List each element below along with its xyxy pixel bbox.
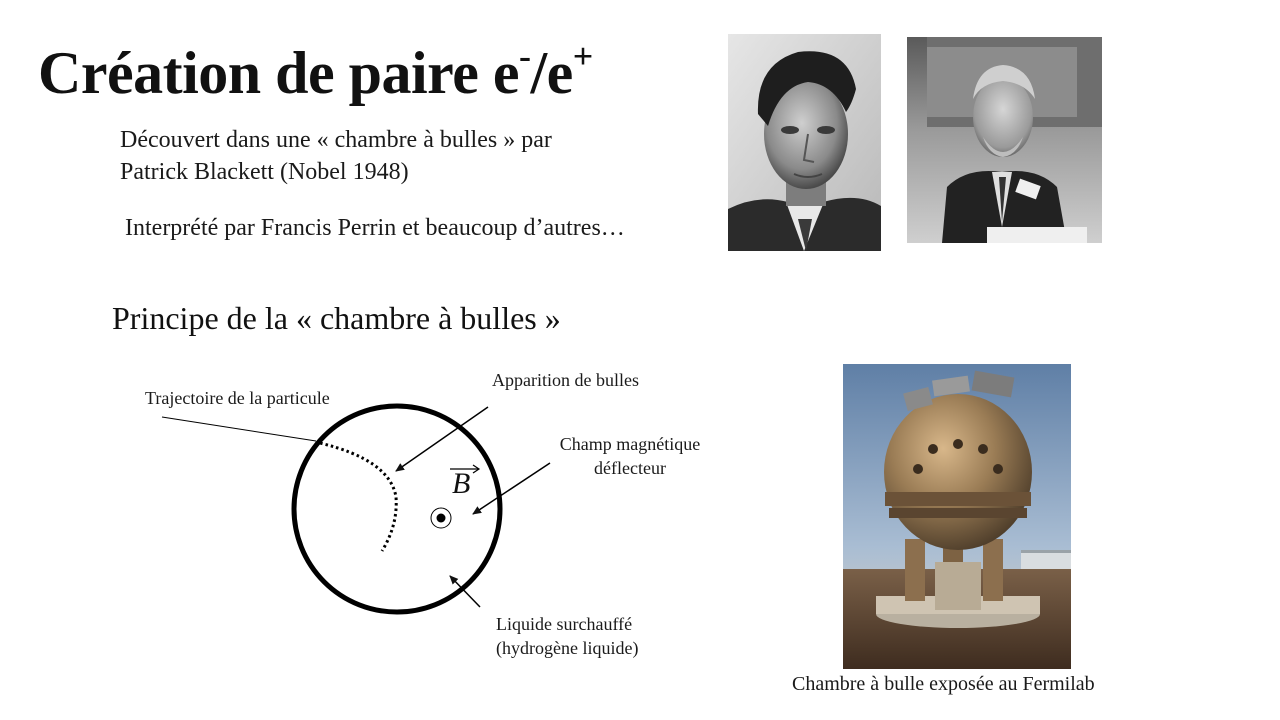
interpretation-text: Interprété par Francis Perrin et beaucoup d’autres…: [125, 215, 625, 241]
blackett-portrait: [728, 34, 881, 251]
field-label: [549, 432, 711, 480]
title-sup-minus: -: [518, 36, 531, 76]
title-separator: /e: [530, 40, 573, 106]
field-b-letter: B: [452, 467, 471, 500]
bubbles-label: Apparition de bulles: [492, 370, 639, 390]
field-label-line-2: déflecteur: [594, 458, 666, 478]
principle-heading: Principe de la « chambre à bulles »: [112, 300, 561, 336]
title-sup-plus: +: [572, 36, 593, 76]
title-text: Création de paire e: [38, 40, 519, 106]
slide-title: [38, 24, 593, 109]
liquid-label-line-2: (hydrogène liquide): [496, 638, 639, 658]
field-label-line-1: Champ magnétique: [559, 434, 701, 454]
perrin-portrait: [907, 37, 1102, 243]
field-arrow: [473, 463, 550, 514]
trajectory-pointer: [162, 417, 316, 441]
fermilab-caption: Chambre à bulle exposée au Fermilab: [792, 673, 1095, 695]
discovery-text: [120, 124, 552, 188]
trajectory-label: Trajectoire de la particule: [145, 388, 330, 408]
liquid-label: [496, 612, 638, 660]
liquid-label-line-1: Liquide surchauffé: [496, 614, 633, 634]
fermilab-chamber-photo: [843, 364, 1071, 669]
particle-trajectory: [320, 443, 396, 551]
discovery-line-1: Découvert dans une « chambre à bulles » par: [120, 127, 552, 153]
field-symbol-dot: [437, 514, 446, 523]
discovery-line-2: Patrick Blackett (Nobel 1948): [120, 159, 409, 185]
